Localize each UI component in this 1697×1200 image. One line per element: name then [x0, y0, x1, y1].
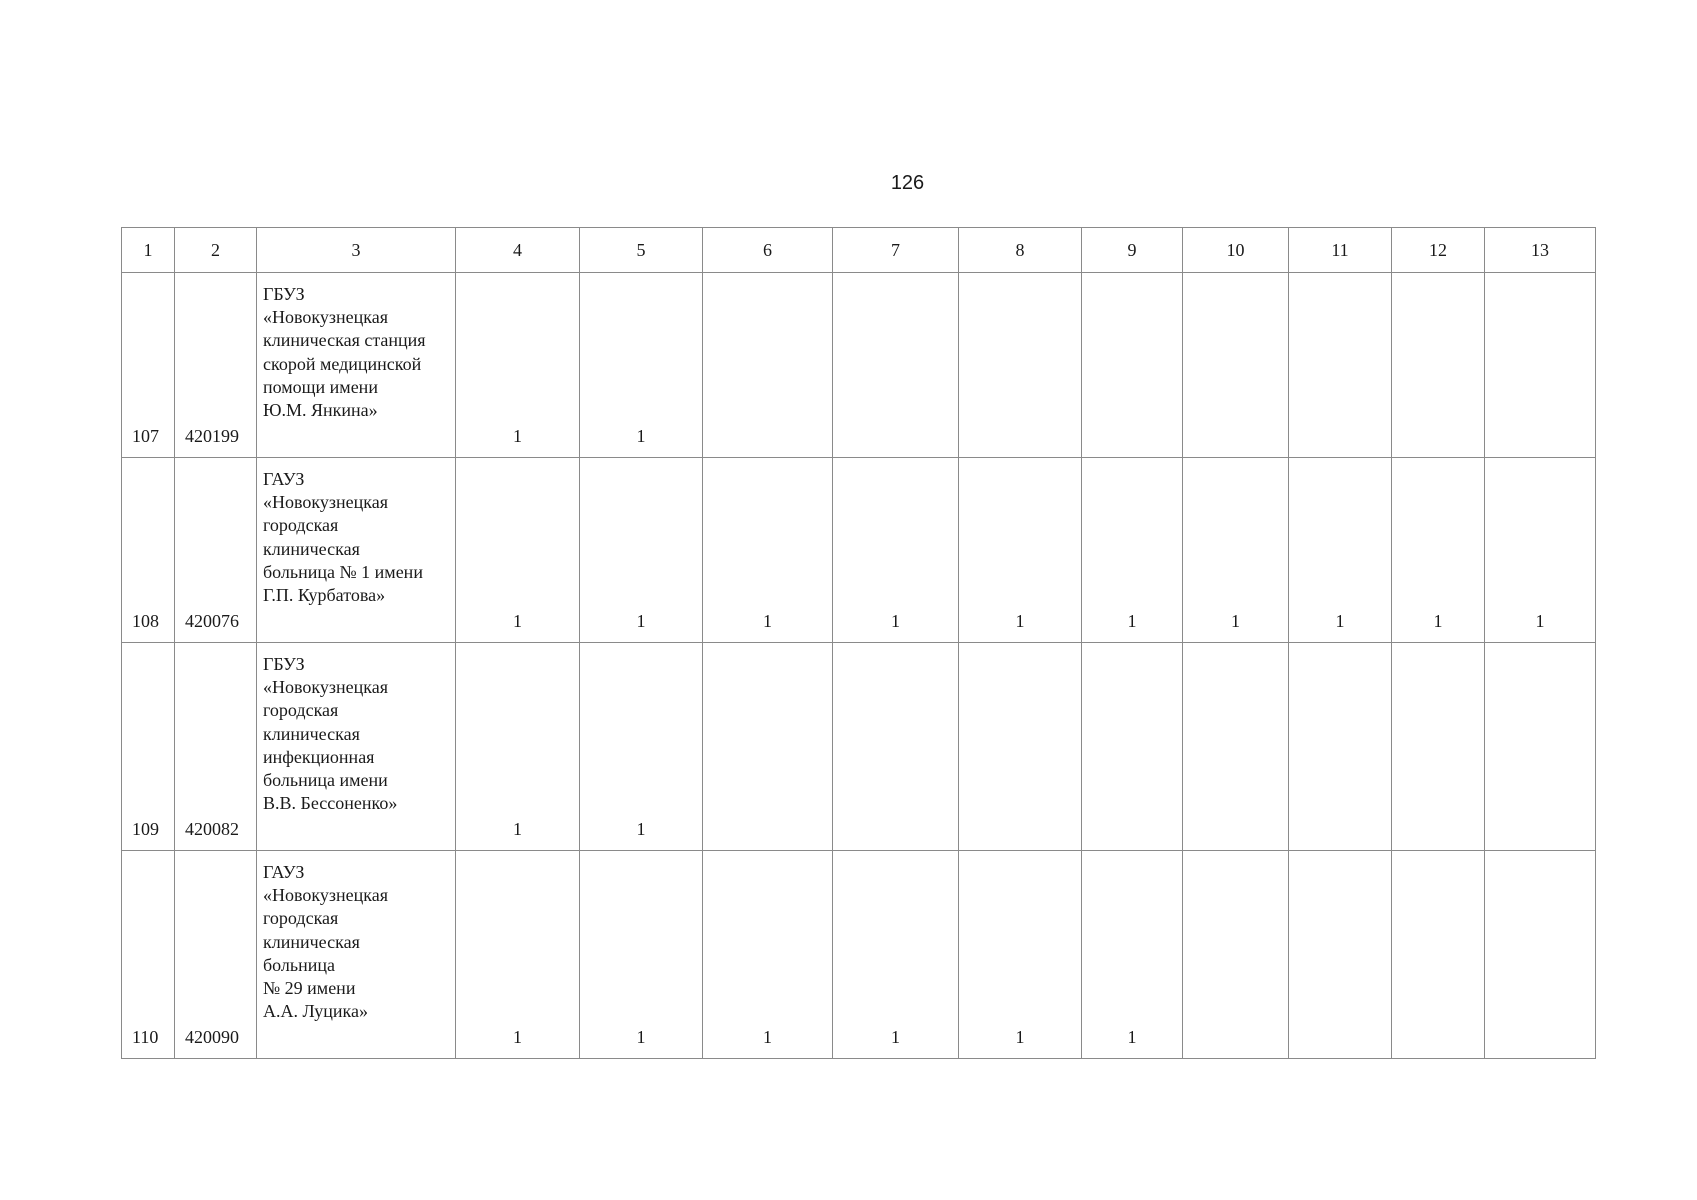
column-header: 13	[1485, 228, 1596, 273]
value-cell: 1	[959, 458, 1082, 643]
value-cell: 1	[456, 458, 580, 643]
value-cell	[1289, 643, 1392, 851]
name-line: клиническая	[263, 538, 360, 559]
name-line: городская	[263, 700, 339, 721]
name-line: городская	[263, 908, 339, 929]
organization-code: 420082	[175, 643, 257, 851]
value-cell	[959, 273, 1082, 458]
value-cell	[1485, 643, 1596, 851]
value-cell	[703, 643, 833, 851]
table-row	[122, 851, 1596, 1059]
value-cell	[1485, 851, 1596, 1059]
value-cell: 1	[1183, 458, 1289, 643]
column-header: 2	[175, 228, 257, 273]
name-line: № 29 имени	[263, 978, 356, 999]
column-header: 10	[1183, 228, 1289, 273]
name-line: помощи имени	[263, 376, 378, 397]
column-header: 5	[580, 228, 703, 273]
name-line: «Новокузнецкая	[263, 677, 388, 698]
organization-name	[257, 851, 456, 1059]
column-header: 4	[456, 228, 580, 273]
value-cell: 1	[456, 643, 580, 851]
table-row	[122, 458, 1596, 643]
value-cell	[1082, 273, 1183, 458]
name-line: «Новокузнецкая	[263, 885, 388, 906]
name-line: больница	[263, 954, 335, 975]
name-line: больница № 1 имени	[263, 561, 423, 582]
value-cell	[1485, 273, 1596, 458]
column-header: 1	[122, 228, 175, 273]
value-cell: 1	[456, 273, 580, 458]
value-cell	[1289, 851, 1392, 1059]
value-cell: 1	[580, 458, 703, 643]
name-line: ГБУЗ	[263, 284, 305, 304]
name-line: клиническая станция	[263, 330, 426, 351]
name-line: инфекционная	[263, 746, 375, 767]
value-cell	[833, 273, 959, 458]
name-line: городская	[263, 515, 339, 536]
value-cell	[1082, 643, 1183, 851]
column-header: 8	[959, 228, 1082, 273]
row-number: 109	[122, 643, 175, 851]
row-number: 107	[122, 273, 175, 458]
name-line: В.В. Бессоненко»	[263, 793, 398, 814]
value-cell	[1183, 643, 1289, 851]
column-header: 11	[1289, 228, 1392, 273]
page-number: 126	[890, 172, 925, 194]
organization-code: 420076	[175, 458, 257, 643]
value-cell: 1	[1485, 458, 1596, 643]
value-cell	[1289, 273, 1392, 458]
row-number: 108	[122, 458, 175, 643]
table-header-row	[122, 228, 1596, 273]
name-line: ГАУЗ	[263, 469, 305, 489]
name-line: ГАУЗ	[263, 862, 305, 882]
name-line: Г.П. Курбатова»	[263, 585, 386, 606]
column-header: 12	[1392, 228, 1485, 273]
organization-name	[257, 643, 456, 851]
value-cell	[1392, 851, 1485, 1059]
name-line: клиническая	[263, 931, 360, 952]
value-cell: 1	[833, 458, 959, 643]
value-cell: 1	[703, 851, 833, 1059]
column-header: 9	[1082, 228, 1183, 273]
value-cell	[833, 643, 959, 851]
value-cell	[1392, 643, 1485, 851]
value-cell: 1	[1289, 458, 1392, 643]
value-cell	[1392, 273, 1485, 458]
value-cell: 1	[833, 851, 959, 1059]
value-cell: 1	[703, 458, 833, 643]
value-cell: 1	[1082, 458, 1183, 643]
value-cell: 1	[959, 851, 1082, 1059]
value-cell: 1	[580, 273, 703, 458]
name-line: «Новокузнецкая	[263, 307, 388, 328]
table-row	[122, 273, 1596, 458]
name-line: больница имени	[263, 770, 388, 791]
value-cell	[703, 273, 833, 458]
value-cell	[1183, 273, 1289, 458]
name-line: клиническая	[263, 723, 360, 744]
value-cell	[1183, 851, 1289, 1059]
value-cell: 1	[1082, 851, 1183, 1059]
data-table	[121, 227, 1596, 1059]
value-cell: 1	[580, 851, 703, 1059]
name-line: скорой медицинской	[263, 353, 422, 374]
table-row	[122, 643, 1596, 851]
column-header: 7	[833, 228, 959, 273]
organization-name	[257, 273, 456, 458]
name-line: А.А. Луцика»	[263, 1001, 368, 1022]
name-line: «Новокузнецкая	[263, 492, 388, 513]
value-cell: 1	[1392, 458, 1485, 643]
column-header: 3	[257, 228, 456, 273]
organization-name	[257, 458, 456, 643]
organization-code: 420090	[175, 851, 257, 1059]
name-line: Ю.М. Янкина»	[263, 400, 378, 421]
name-line: ГБУЗ	[263, 654, 305, 674]
column-header: 6	[703, 228, 833, 273]
value-cell	[959, 643, 1082, 851]
organization-code: 420199	[175, 273, 257, 458]
row-number: 110	[122, 851, 175, 1059]
value-cell: 1	[580, 643, 703, 851]
value-cell: 1	[456, 851, 580, 1059]
